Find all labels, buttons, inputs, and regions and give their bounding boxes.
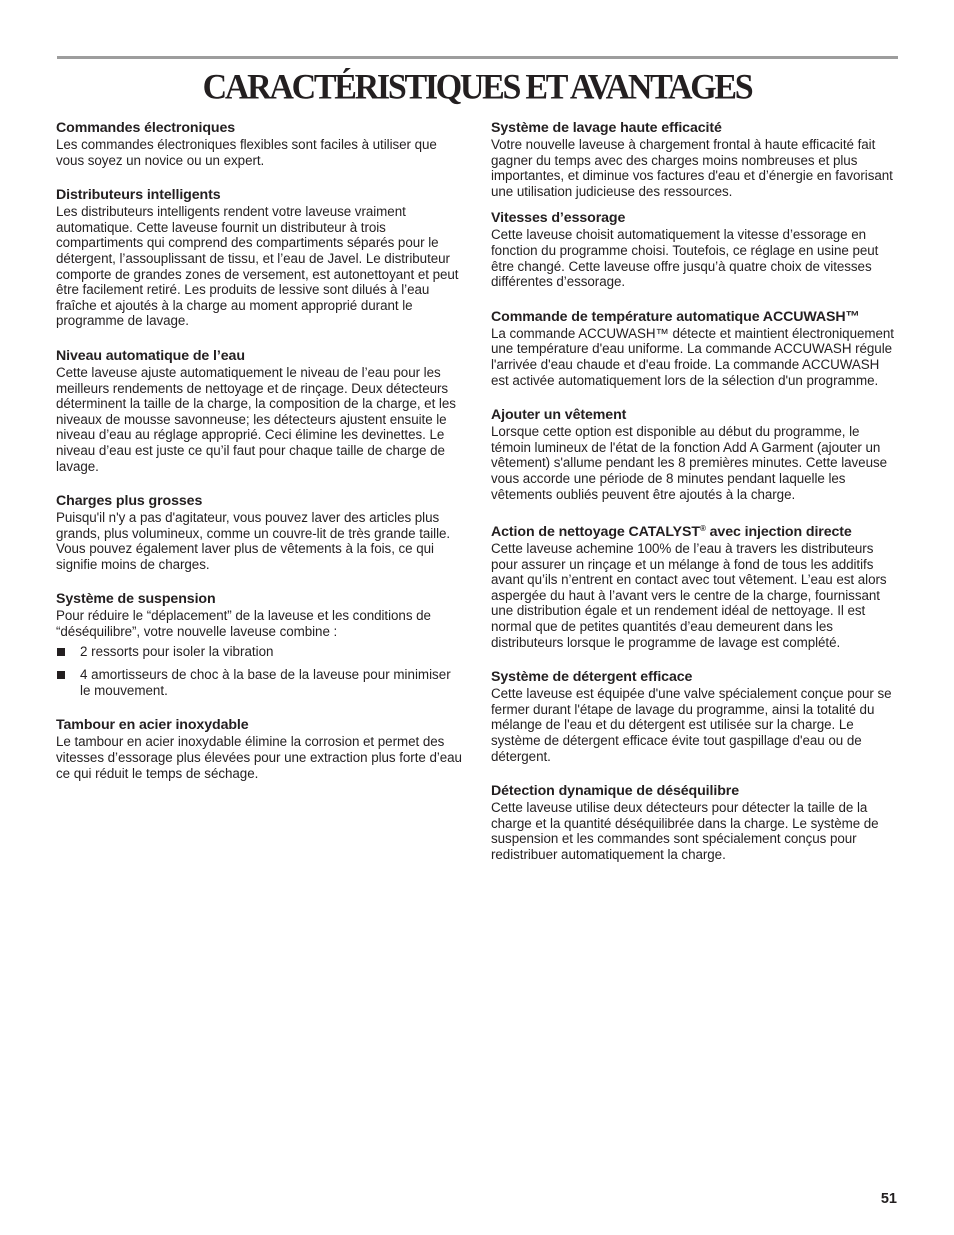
section-heading: Système de détergent efficace — [491, 669, 693, 686]
bullet-text: 4 amortisseurs de choc à la base de la laveuse pour minimiser le mouvement. — [80, 667, 451, 698]
section-heading: Distributeurs intelligents — [56, 187, 221, 204]
section-heading — [491, 520, 899, 541]
section-heading: Système de suspension — [56, 591, 216, 608]
section-body: Cette laveuse utilise deux détecteurs pour détecter la taille de la charge et la quantité déséquilibrée dans la charge. Le système de suspension et les commandes sont spécialement conçus pour redistribuer automatiquement la charge. — [491, 800, 879, 862]
section-spin-speeds — [491, 209, 899, 289]
section-heading: Système de lavage haute efficacité — [491, 120, 722, 136]
section-suspension-system — [56, 590, 464, 698]
section-efficient-detergent — [491, 668, 899, 764]
section-stainless-drum — [56, 716, 464, 781]
section-body: Puisqu'il n'y a pas d'agitateur, vous pouvez laver des articles plus grands, plus volumineux, comme un couvre-lit de très grande taille. Vous pouvez également laver plus de vêtements à la fois, ce qui signifie moins de charges. — [56, 510, 451, 572]
bullet-list — [56, 644, 464, 699]
header-rule — [57, 56, 898, 59]
section-accuwash-temperature — [491, 308, 899, 388]
right-column — [491, 119, 899, 881]
section-heading: Charges plus grosses — [56, 493, 203, 510]
section-body: Cette laveuse choisit automatiquement la vitesse d’essorage en fonction du programme choisi. Toutefois, ce réglage en usine peut être changé. Cette laveuse offre jusqu’à quatre choix de vitesses différentes d’essorage. — [491, 227, 879, 290]
page-title: CARACTÉRISTIQUES ET AVANTAGES — [202, 68, 752, 107]
bullet-item — [56, 667, 464, 698]
section-heading: Vitesses d’essorage — [491, 210, 626, 227]
square-bullet-icon — [57, 648, 65, 656]
section-high-efficiency-wash — [491, 119, 899, 199]
section-body: Cette laveuse ajuste automatiquement le niveau de l’eau pour les meilleurs rendements de nettoyage et de rinçage. Deux détecteurs déterminent la taille de la charge, la composition de la charge, et les niveaux de mousse savonneuse; les détecteurs ajustent ensuite le niveau d’eau au réglage approprié. Ceci élimine les devinettes. Le niveau d’eau est juste ce qu’il faut pour chaque taille de charge de lavage. — [56, 364, 456, 474]
section-heading: Ajouter un vêtement — [491, 407, 627, 424]
section-heading: Détection dynamique de déséquilibre — [491, 783, 739, 800]
section-body: Les commandes électroniques flexibles sont faciles à utiliser que vous soyez un novice ou un expert. — [56, 137, 437, 168]
bullet-text: 2 ressorts pour isoler la vibration — [80, 643, 274, 659]
section-larger-loads — [56, 492, 464, 572]
section-dynamic-imbalance — [491, 782, 899, 862]
section-heading: Commandes électroniques — [56, 120, 236, 136]
bullet-item — [56, 644, 464, 660]
registered-mark: ® — [699, 524, 706, 534]
section-body: La commande ACCUWASH™ détecte et maintient électroniquement une température d'eau uniforme. La commande ACCUWASH régule l'arrivée d'eau chaude et d'eau froide. La commande ACCUWASH est activée automatiquement lors de la sélection d'un programme. — [491, 325, 894, 388]
section-body: Les distributeurs intelligents rendent votre laveuse vraiment automatique. Cette laveuse fournit un distributeur à trois compartiments qui comprend des compartiments séparés pour le détergent, l’assouplissant de tissu, et l’eau de Javel. Le distributeur comporte de grandes zones de versement, est autonettoyant et peut être facilement retiré. Les produits de lessive sont dilués à l’eau fraîche et ajoutés à la charge au moment approprié durant le programme de lavage. — [56, 204, 459, 329]
section-heading: Niveau automatique de l’eau — [56, 347, 245, 364]
section-heading: Commande de température automatique ACCUWASH™ — [491, 308, 860, 325]
section-body: Cette laveuse achemine 100% de l’eau à travers les distributeurs pour assurer un rinçage et un mélange à fond de tous les additifs avant qu’ils n’entrent en contact avec tout vêtement. L’eau est alors aspergée du haut à l’avant vers le centre de la charge, fournissant une distribution égale et un rendement idéal de nettoyage. Il est normal que de petites quantités d’eau demeurent dans les distributeurs lorsque le programme de lavage est complété. — [491, 541, 887, 650]
section-body: Lorsque cette option est disponible au début du programme, le témoin lumineux de l'état de la fonction Add A Garment (ajouter un vêtement) s'allume pendant les 8 premières minutes. Cette laveuse vous accorde une période de 8 minutes pendant laquelle les vêtements oubliés peuvent être ajoutés à la charge. — [491, 424, 888, 502]
section-electronic-controls — [56, 119, 464, 168]
section-heading: Tambour en acier inoxydable — [56, 717, 249, 734]
section-add-garment — [491, 406, 899, 502]
section-body: Pour réduire le “déplacement” de la laveuse et les conditions de “déséquilibre”, votre nouvelle laveuse combine : — [56, 608, 431, 640]
heading-text: Action de nettoyage CATALYST — [491, 524, 700, 541]
left-column — [56, 119, 464, 799]
section-body: Le tambour en acier inoxydable élimine la corrosion et permet des vitesses d’essorage plus élevées pour une extraction plus forte d’eau ce qui réduit le temps de séchage. — [56, 734, 462, 781]
page-number: 51 — [880, 1191, 897, 1207]
section-body: Cette laveuse est équipée d'une valve spécialement conçue pour se fermer durant l'étape de lavage du programme, ainsi la totalité du mélange de l'eau et du détergent est utilisée sur la charge. Le système de détergent efficace évite tout gaspillage d'eau ou de détergent. — [491, 686, 892, 764]
section-catalyst-cleaning — [491, 520, 899, 650]
section-smart-dispensers — [56, 186, 464, 329]
square-bullet-icon — [57, 671, 65, 679]
section-automatic-water-level — [56, 347, 464, 474]
section-body: Votre nouvelle laveuse à chargement frontal à haute efficacité fait gagner du temps avec des charges moins nombreuses et plus importantes, et diminue vos factures d'eau et d’énergie en favorisant une utilisation judicieuse des ressources. — [491, 137, 893, 199]
heading-text: avec injection directe — [705, 524, 852, 541]
